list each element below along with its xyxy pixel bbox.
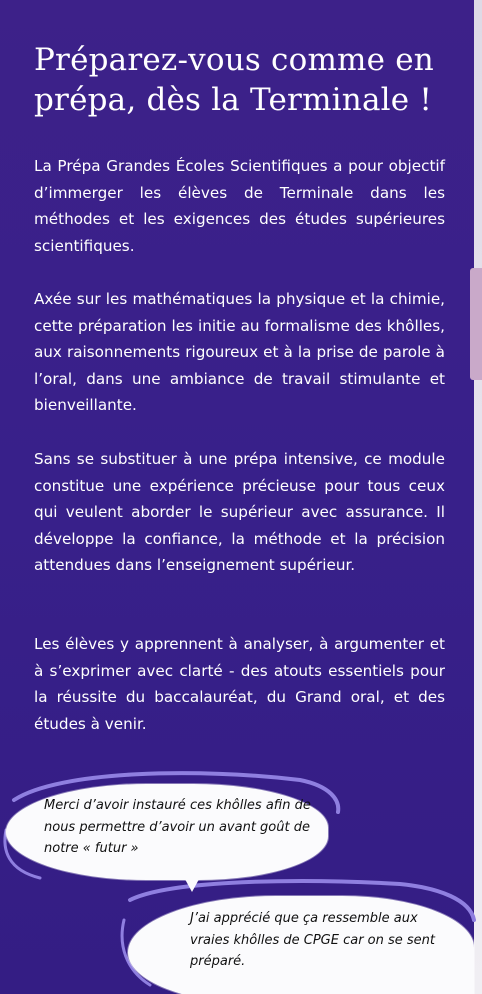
paragraph-skills: Les élèves y apprennent à analyser, à argumenter et à s’exprimer avec clarté - des atouts essentiels pour la réussite du baccalauréat, du Grand oral, et des études à venir. [34,635,445,733]
page-title: Préparez-vous comme en prépa, dès la Terminale ! [34,42,434,118]
paragraph-subjects: Axée sur les mathématiques la physique et la chimie, cette préparation les initie au formalisme des khôlles, aux raisonnements rigoureux et à la prise de parole à l’oral, dans une ambiance de travail stimulante et bienveillante. [34,290,445,414]
paragraph-module: Sans se substituer à une prépa intensive, ce module constitue une expérience précieuse pour tous ceux qui veulent aborder le supérieur avec assurance. Il développe la confiance, la méthode et la précision attendues dans l’enseignement supérieur. [34,450,445,574]
side-tab-decoration [470,268,482,380]
testimonial-1: Merci d’avoir instauré ces khôlles afin de nous permettre d’avoir un avant goût de notre « futur » [44,798,311,856]
paragraph-intro: La Prépa Grandes Écoles Scientifiques a pour objectif d’immerger les élèves de Terminale dans les méthodes et les exigences des études supérieures scientifiques. [34,157,445,255]
paper-edge [474,0,482,994]
speech-bubble-1-tail [180,870,204,892]
testimonial-2: J’ai apprécié que ça ressemble aux vraies khôlles de CPGE car on se sent préparé. [190,911,436,969]
